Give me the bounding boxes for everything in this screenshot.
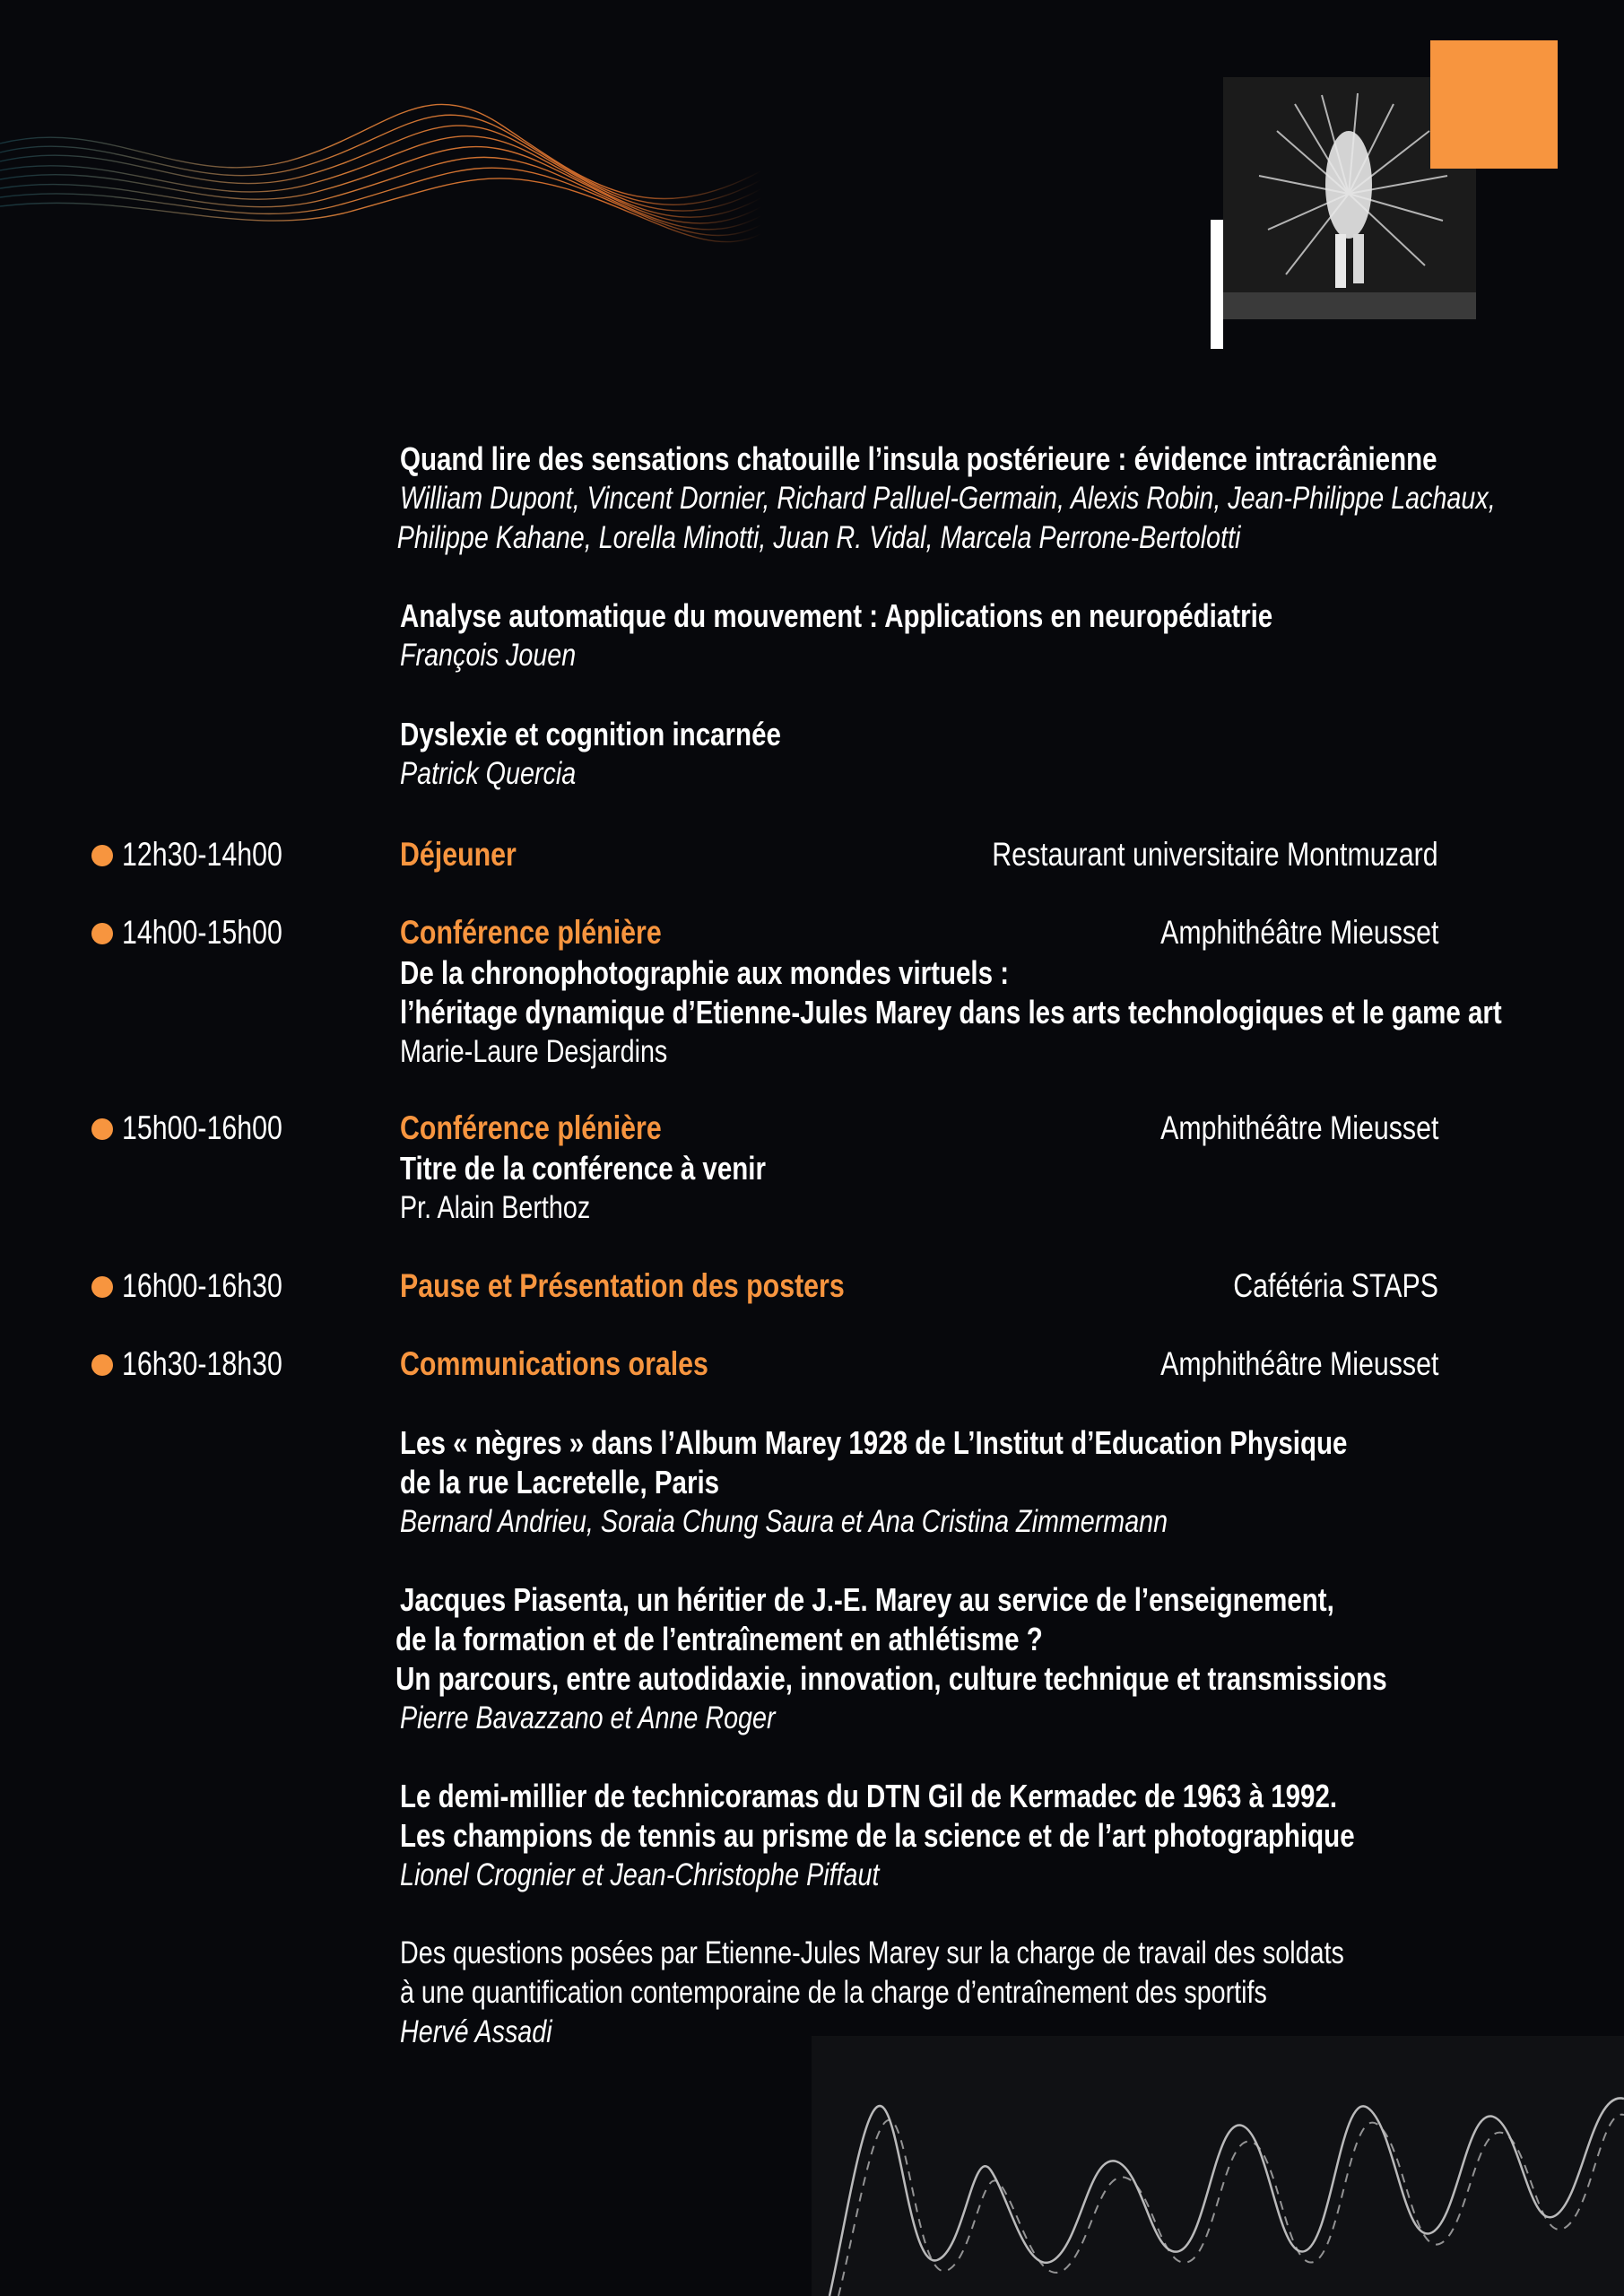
session-venue: Amphithéâtre Mieusset [1159, 1109, 1438, 1146]
talk-authors: Philippe Kahane, Lorella Minotti, Juan R. Vidal, Marcela Perrone-Bertolotti [396, 520, 1241, 555]
talk-authors: Pierre Bavazzano et Anne Roger [400, 1700, 776, 1735]
session-event: Déjeuner [400, 836, 517, 873]
session-event: Conférence plénière [400, 914, 662, 951]
session-time: 14h00-15h00 [122, 914, 282, 951]
plenary-title: Titre de la conférence à venir [400, 1150, 767, 1187]
session-row [0, 1108, 1624, 1149]
plenary-title: De la chronophotographie aux mondes virtuels : [400, 954, 1010, 991]
talk-title: Des questions posées par Etienne-Jules Marey sur la charge de travail des soldats [400, 1935, 1344, 1970]
session-venue: Amphithéâtre Mieusset [1159, 1345, 1438, 1382]
session-venue: Cafétéria STAPS [1233, 1267, 1438, 1304]
talk-2 [400, 596, 1464, 675]
plenary-speaker: Pr. Alain Berthoz [400, 1190, 591, 1225]
talk-title: Les « nègres » dans l’Album Marey 1928 de L’Institut d’Education Physique [400, 1424, 1348, 1461]
talk-title: Un parcours, entre autodidaxie, innovation, culture technique et transmissions [395, 1660, 1387, 1697]
talk-title: de la formation et de l’entraînement en athlétisme ? [395, 1621, 1043, 1657]
session-row [0, 1265, 1624, 1307]
session-time: 16h00-16h30 [122, 1267, 282, 1304]
talk-1 [396, 439, 1624, 558]
oral-talk-4 [400, 1934, 1551, 2052]
bullet-icon [91, 1118, 113, 1140]
talk-title: de la rue Lacretelle, Paris [400, 1464, 720, 1500]
plenary-2-details [400, 1149, 847, 1228]
session-event: Communications orales [400, 1345, 708, 1382]
session-time: 16h30-18h30 [122, 1345, 282, 1382]
talk-title: Les champions de tennis au prisme de la science et de l’art photographique [400, 1817, 1355, 1854]
session-time: 12h30-14h00 [122, 836, 282, 873]
session-venue: Restaurant universitaire Montmuzard [992, 836, 1438, 873]
talk-title: Analyse automatique du mouvement : Applications en neuropédiatrie [400, 597, 1273, 634]
talk-authors: Bernard Andrieu, Soraia Chung Saura et Ana Cristina Zimmermann [400, 1504, 1168, 1539]
oral-talk-2 [395, 1580, 1603, 1738]
talk-title: Quand lire des sensations chatouille l’insula postérieure : évidence intracrânienne [400, 440, 1437, 477]
talk-authors: Lionel Crognier et Jean-Christophe Piffaut [400, 1857, 880, 1892]
session-venue: Amphithéâtre Mieusset [1159, 914, 1438, 951]
talk-title: Le demi-millier de technicoramas du DTN Gil de Kermadec de 1963 à 1992. [400, 1778, 1338, 1814]
talk-authors: William Dupont, Vincent Dornier, Richard Palluel-Germain, Alexis Robin, Jean-Philippe Lachaux, [400, 481, 1496, 516]
orange-square [1430, 40, 1558, 169]
white-bar [1211, 220, 1223, 349]
session-event: Pause et Présentation des posters [400, 1267, 845, 1304]
wave-lines-art [0, 63, 762, 296]
talk-title: à une quantification contemporaine de la charge d’entraînement des sportifs [400, 1975, 1267, 2010]
talk-authors: Hervé Assadi [400, 2014, 552, 2049]
motion-trace-art [812, 2036, 1624, 2296]
bullet-icon [91, 1354, 113, 1376]
oral-talk-3 [400, 1777, 1564, 1895]
talk-title: Jacques Piasenta, un héritier de J.-E. Marey au service de l’enseignement, [400, 1581, 1334, 1618]
plenary-1-details [400, 953, 1624, 1072]
talk-authors: Patrick Quercia [400, 756, 577, 791]
oral-talk-1 [400, 1423, 1555, 1542]
session-time: 15h00-16h00 [122, 1109, 282, 1146]
session-row [0, 1344, 1624, 1385]
bullet-icon [91, 923, 113, 944]
plenary-title: l’héritage dynamique d’Etienne-Jules Marey dans les arts technologiques et le game art [400, 994, 1502, 1031]
bullet-icon [91, 845, 113, 866]
session-row [0, 912, 1624, 953]
session-row [0, 834, 1624, 875]
bullet-icon [91, 1276, 113, 1298]
session-event: Conférence plénière [400, 1109, 662, 1146]
talk-3 [400, 715, 864, 794]
plenary-speaker: Marie-Laure Desjardins [400, 1034, 668, 1069]
talk-title: Dyslexie et cognition incarnée [400, 716, 781, 752]
talk-authors: François Jouen [400, 638, 577, 673]
